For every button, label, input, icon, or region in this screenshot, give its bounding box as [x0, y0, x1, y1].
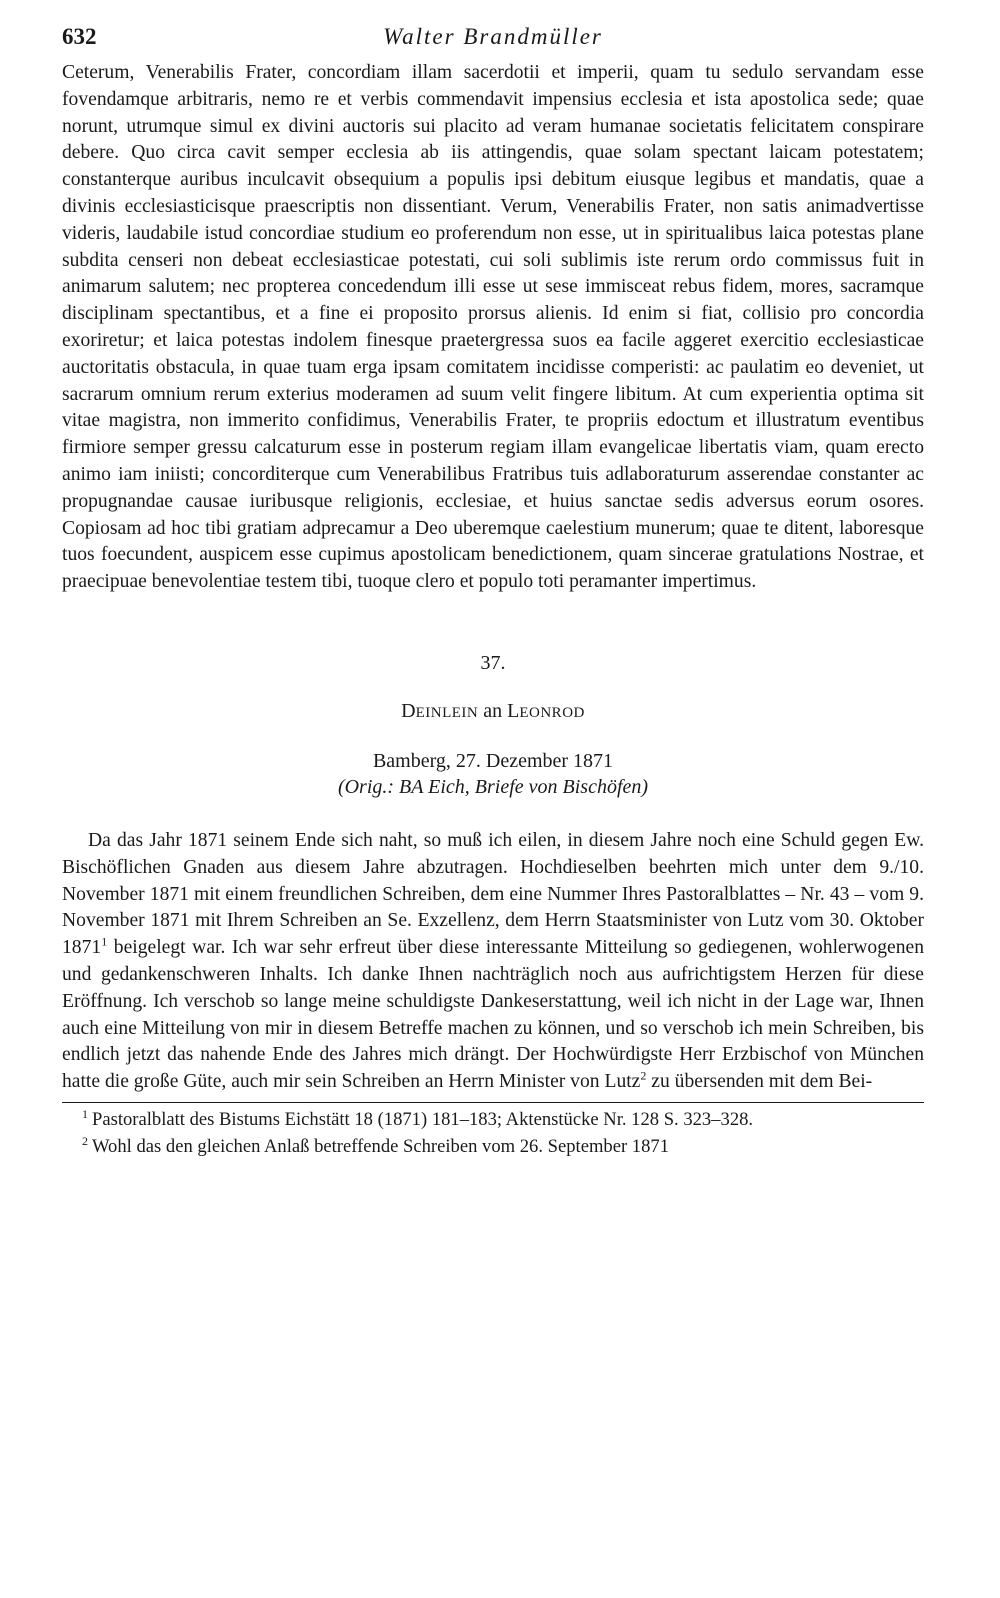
footnote-1-text: Pastoralblatt des Bistums Eichstätt 18 (1871) 181–183; Aktenstücke Nr. 128 S. 323–328.	[92, 1108, 754, 1130]
source-citation: (Orig.: BA Eich, Briefe von Bischöfen)	[337, 775, 649, 798]
document-number: 37.	[480, 651, 506, 674]
page-number: 632	[62, 24, 97, 49]
place-date: Bamberg, 27. Dezember 1871	[372, 749, 614, 772]
book-page	[62, 18, 924, 1160]
footnote-divider	[62, 1102, 924, 1103]
german-letter-paragraph	[62, 828, 924, 1096]
footnote-1-marker: 1	[82, 1106, 88, 1121]
heading-from-rest: EINLEIN	[415, 704, 479, 721]
german-letter-body	[62, 828, 924, 1096]
german-text-part-2: beigelegt war. Ich war sehr erfreut über diese interessante Mitteilung so gediegenen, wohlerwogenen und gedankenschweren Inhalts. Ich danke Ihnen nachträglich noch aus aufrichtigstem Herzen für diese Eröffnung. Ich verschob so lange meine schuldigste Dankeserstattung, weil ich nicht in der Lage war, Ihnen auch eine Mitteilung von mir in diesem Betreffe machen zu können, und so verschob ich mein Schreiben, bis endlich jetzt das nahende Ende des Jahres mich drängt. Der Hochwürdigste Herr Erzbischof von München hatte die große Güte, auch mir sein Schreiben an Herrn Minister von Lutz	[62, 937, 924, 1093]
footnote-1	[62, 1107, 924, 1132]
heading-connector: an	[478, 699, 508, 722]
running-title: Walter Brandmüller	[383, 24, 603, 49]
footnote-2	[62, 1134, 924, 1159]
footnote-2-marker: 2	[82, 1134, 88, 1149]
german-text-part-1: Da das Jahr 1871 seinem Ende sich naht, so muß ich eilen, in diesem Jahre noch eine Schuld gegen Ew. Bischöflichen Gnaden aus diesem Jahre abzutragen. Hochdieselben beehrten mich unter dem 9./10. November 1871 mit einem freundlichen Schreiben, dem eine Nummer Ihres Pastoralblattes – Nr. 43 – vom 9. November 1871 mit Ihrem Schreiben an Se. Exzellenz, dem Herrn Staatsminister von Lutz vom 30. Oktober 1871	[62, 829, 924, 959]
german-text-part-3: zu übersenden mit dem Bei-	[646, 1071, 873, 1093]
document-heading	[62, 700, 924, 726]
heading-to-initial: L	[507, 699, 520, 722]
footnote-ref-2: 2	[640, 1068, 647, 1083]
running-head	[62, 18, 924, 58]
footnote-ref-1: 1	[101, 934, 108, 949]
latin-letter-paragraph: Ceterum, Venerabilis Frater, concordiam illam sacerdotii et imperii, quam tu sedulo servandam esse fovendamque arbitraris, nemo re et verbis commendavit impensius ecclesia et ista apostolica sede; quae norunt, utrumque simul ex divini auctoris sui placito ad veram humanae societatis felicitatem conspirare debere. Quo circa cavit semper ecclesia ab iis attingendis, quae solam spectant laicam potestatem; constanterque auribus inculcavit obsequium a populis ipsi debitum eiusque legibus et mandatis, quae a divinis ecclesiasticisque praescriptis non dissentiant. Verum, Venerabilis Frater, non satis animadvertisse videris, laudabile istud concordiae studium eo proferendum non esse, ut in spiritualibus laica potestas plane subdita censeri non debeat ecclesiasticae potestati, cui soli sublimis iste rerum ordo commissus fuit in animarum salutem; nec propterea concedendum illi esse ut sese immisceat rebus fidem, mores, sacramque disciplinam spectantibus, et a fine ei proposito prorsus alienis. Id enim si fiat, collisio pro concordia exoriretur; et laica potestas indolem finesque praetergressa suos ea facile aggeret exercitio ecclesiasticae auctoritatis obstacula, in quae tuam erga ipsam comitatem incidisse comperisti: ac paulatim eo deveniet, ut sacrarum omnium rerum exterius moderamen ad suum velit fingere libitum. At cum experientia optima sit vitae magistra, non immerito confidimus, Venerabilis Frater, te propriis edoctum et illustratum eventibus firmiore semper gressu calcaturum esse in posterum regiam illam evangelicae libertatis viam, quam erecto animo iam iniisti; concorditerque cum Venerabilibus Fratribus tuis adlaboraturum asserendae constanter ac propugnandae causae iuribusque religionis, ecclesiae, et huius sanctae sedis adversus eorum osores. Copiosam ad hoc tibi gratiam adprecamur a Deo uberemque caelestium munerum; quae te ditent, laboresque tuos foecundent, auspicem esse cupimus apostolicam benedictionem, quam sincerae gratulations Nostrae, et praecipuae benevolentiae testem tibi, tuoque clero et populo toti peramanter impertimus.	[62, 62, 924, 593]
heading-to-rest: EONROD	[519, 704, 585, 721]
heading-from-initial: D	[401, 699, 416, 722]
footnote-2-text: Wohl das den gleichen Anlaß betreffende Schreiben vom 26. September 1871	[92, 1136, 669, 1158]
